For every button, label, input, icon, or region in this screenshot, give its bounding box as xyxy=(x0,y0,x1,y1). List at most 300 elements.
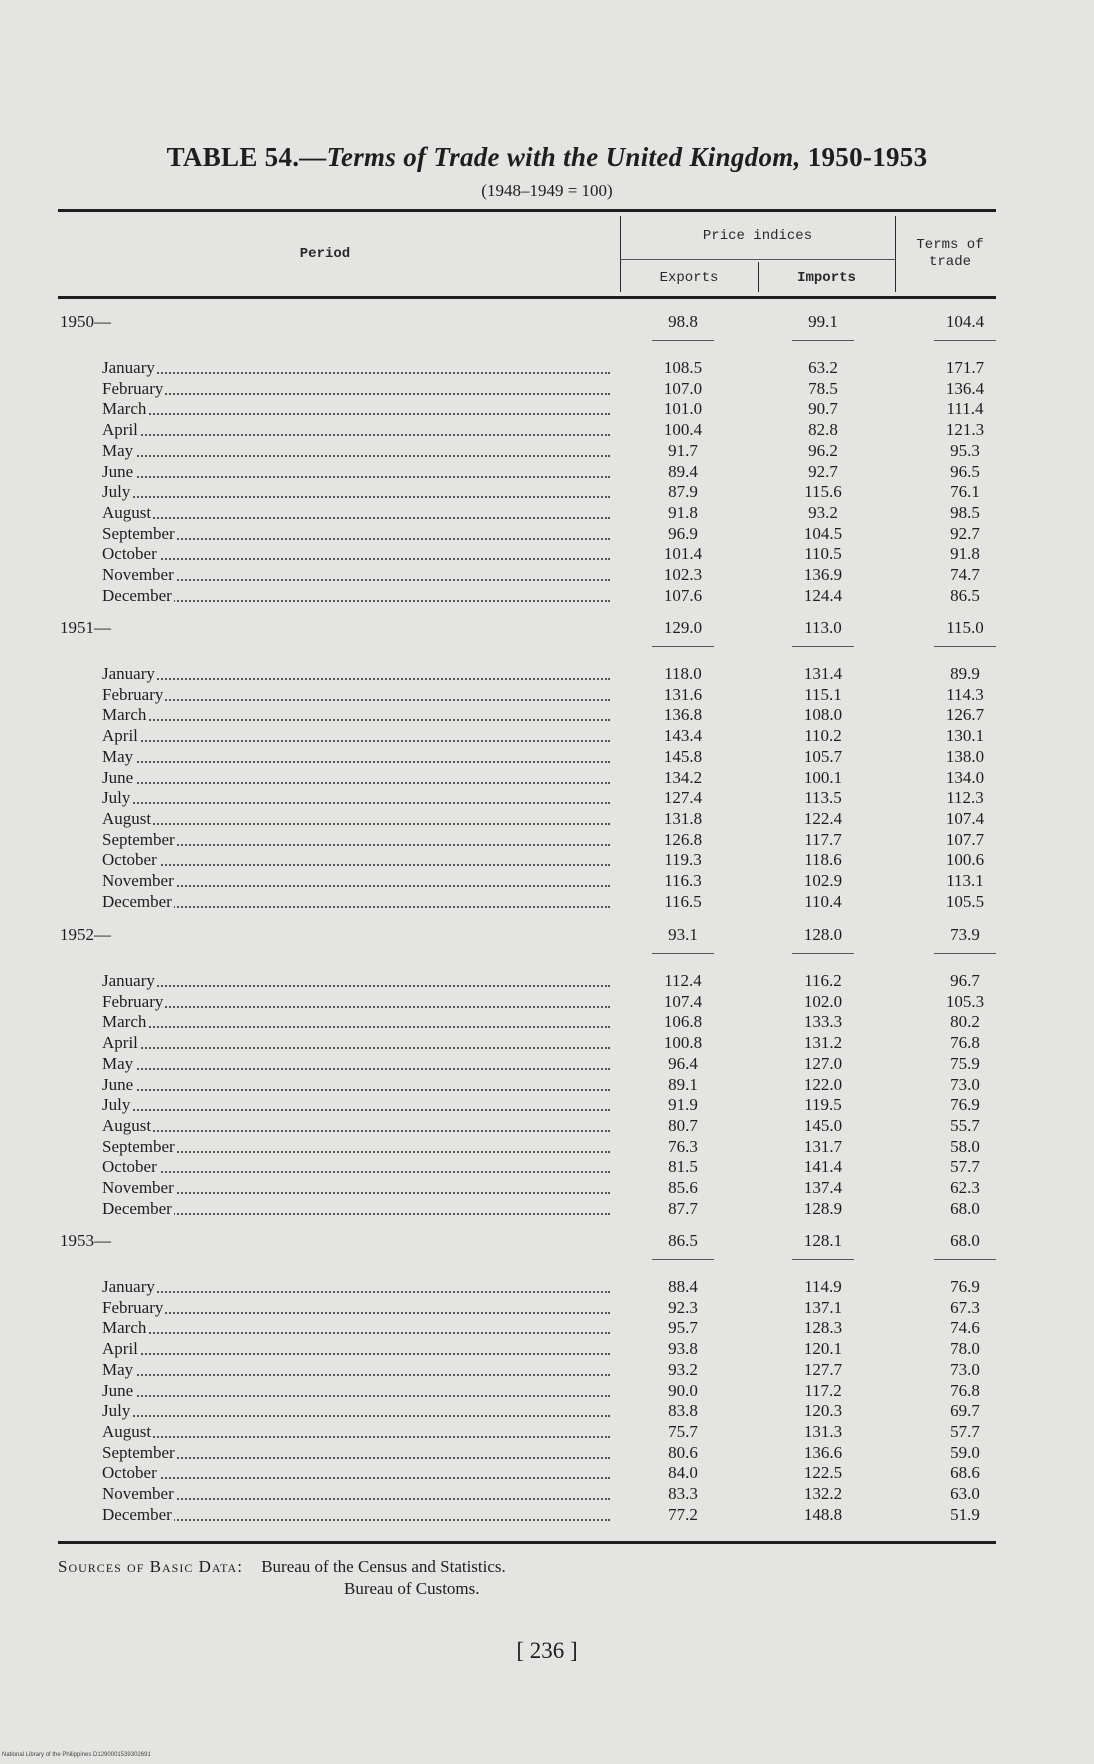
imports-value: 131.7 xyxy=(803,1136,843,1156)
dot-leader xyxy=(102,413,610,415)
table-row xyxy=(102,850,610,870)
dot-leader xyxy=(102,699,610,701)
exports-value: 88.4 xyxy=(668,1277,698,1296)
month-label: May xyxy=(102,1053,134,1073)
dot-leader xyxy=(102,579,610,581)
table-row xyxy=(102,1422,610,1442)
month-label: April xyxy=(102,1033,138,1053)
terms-value: 98.5 xyxy=(950,502,980,522)
title-years: 1950-1953 xyxy=(807,142,928,172)
terms-value: 113.1 xyxy=(946,871,984,890)
month-label: November xyxy=(102,1178,174,1197)
imports-value: 136.9 xyxy=(803,565,843,584)
imports-value: 78.5 xyxy=(808,378,838,398)
exports-value: 107.6 xyxy=(663,585,703,605)
month-label: August xyxy=(102,1421,152,1441)
exports-value: 102.3 xyxy=(663,565,703,584)
year-label: 1951— xyxy=(60,618,111,637)
month-label: December xyxy=(102,1198,172,1218)
exports-value: 77.2 xyxy=(668,1504,698,1524)
dot-leader xyxy=(102,885,610,887)
terms-value: 63.0 xyxy=(950,1484,980,1503)
dot-leader xyxy=(102,1151,610,1153)
table-row xyxy=(102,992,610,1012)
imports-value: 100.1 xyxy=(803,767,843,787)
sources-note xyxy=(58,1557,506,1598)
header-terms-line2: trade xyxy=(928,254,971,270)
month-label: August xyxy=(102,502,152,522)
imports-value: 116.2 xyxy=(804,971,842,990)
month-label: November xyxy=(102,565,174,584)
dot-leader xyxy=(102,393,610,395)
annual-underline xyxy=(792,646,854,647)
month-label: August xyxy=(102,808,152,828)
exports-value: 96.9 xyxy=(668,523,698,543)
imports-value: 63.2 xyxy=(808,358,838,377)
month-label: January xyxy=(102,358,155,377)
exports-value: 100.4 xyxy=(663,420,703,440)
dot-leader xyxy=(102,600,610,602)
imports-value: 128.9 xyxy=(803,1198,843,1218)
imports-value: 131.4 xyxy=(803,664,843,683)
terms-value: 114.3 xyxy=(946,684,984,704)
table-title xyxy=(0,142,1094,173)
exports-value: 143.4 xyxy=(663,726,703,746)
month-label: June xyxy=(102,767,134,787)
month-label: April xyxy=(102,420,138,440)
month-label: November xyxy=(102,871,174,890)
table-row xyxy=(102,1137,610,1157)
year-label: 1953— xyxy=(60,1231,111,1250)
exports-value: 87.9 xyxy=(668,482,698,502)
imports-value: 90.7 xyxy=(808,399,838,419)
dot-leader xyxy=(102,496,610,498)
table-row xyxy=(102,462,610,482)
exports-value: 91.7 xyxy=(668,440,698,460)
month-label: June xyxy=(102,1380,134,1400)
terms-value: 105.5 xyxy=(945,891,985,911)
year-label: 1952— xyxy=(60,925,111,944)
annual-imports-value: 128.1 xyxy=(803,1231,843,1250)
imports-value: 119.5 xyxy=(804,1095,842,1115)
dot-leader xyxy=(102,455,610,457)
exports-value: 93.8 xyxy=(668,1339,698,1359)
imports-value: 127.0 xyxy=(803,1053,843,1073)
terms-value: 68.0 xyxy=(950,1198,980,1218)
terms-value: 138.0 xyxy=(945,746,985,766)
exports-value: 91.9 xyxy=(668,1095,698,1115)
exports-value: 87.7 xyxy=(668,1198,698,1218)
exports-value: 127.4 xyxy=(663,788,703,808)
month-label: May xyxy=(102,440,134,460)
dot-leader xyxy=(102,1068,610,1070)
table-row xyxy=(102,544,610,564)
terms-value: 91.8 xyxy=(950,544,980,564)
month-label: May xyxy=(102,1359,134,1379)
terms-value: 69.7 xyxy=(950,1401,980,1421)
month-label: October xyxy=(102,1463,157,1483)
annual-underline xyxy=(792,953,854,954)
exports-value: 85.6 xyxy=(668,1178,698,1197)
terms-value: 171.7 xyxy=(945,358,985,377)
table-row xyxy=(102,1277,610,1297)
exports-value: 83.8 xyxy=(668,1401,698,1421)
header-exports: Exports xyxy=(659,270,719,286)
table-row xyxy=(102,705,610,725)
exports-value: 76.3 xyxy=(668,1136,698,1156)
table-row xyxy=(102,809,610,829)
month-label: February xyxy=(102,378,164,398)
terms-value: 96.7 xyxy=(950,971,980,990)
month-label: September xyxy=(102,1136,175,1156)
annual-underline xyxy=(792,1259,854,1260)
month-label: August xyxy=(102,1115,152,1135)
terms-value: 58.0 xyxy=(950,1136,980,1156)
imports-value: 133.3 xyxy=(803,1012,843,1032)
terms-value: 51.9 xyxy=(950,1504,980,1524)
imports-value: 145.0 xyxy=(803,1115,843,1135)
month-label: July xyxy=(102,1401,131,1421)
terms-value: 76.9 xyxy=(950,1095,980,1115)
imports-value: 92.7 xyxy=(808,461,838,481)
dot-leader xyxy=(102,1395,610,1397)
month-label: November xyxy=(102,1484,174,1503)
imports-value: 82.8 xyxy=(808,420,838,440)
imports-value: 117.2 xyxy=(804,1380,842,1400)
imports-value: 132.2 xyxy=(803,1484,843,1503)
annual-underline xyxy=(934,953,996,954)
dot-leader xyxy=(102,434,610,436)
sources-label: Sources of Basic Data: xyxy=(58,1557,243,1576)
exports-value: 116.3 xyxy=(664,871,702,890)
month-label: October xyxy=(102,850,157,870)
exports-value: 131.6 xyxy=(663,684,703,704)
imports-value: 136.6 xyxy=(803,1442,843,1462)
month-label: December xyxy=(102,1504,172,1524)
exports-value: 80.6 xyxy=(668,1442,698,1462)
imports-value: 141.4 xyxy=(803,1157,843,1177)
imports-value: 122.4 xyxy=(803,808,843,828)
month-label: September xyxy=(102,829,175,849)
month-label: October xyxy=(102,544,157,564)
table-row xyxy=(102,1054,610,1074)
table-number: TABLE 54. xyxy=(166,142,300,172)
dot-leader xyxy=(102,844,610,846)
table-row xyxy=(102,971,610,991)
annual-underline xyxy=(934,646,996,647)
exports-value: 119.3 xyxy=(664,850,702,870)
terms-value: 68.6 xyxy=(950,1463,980,1483)
terms-value: 96.5 xyxy=(950,461,980,481)
table-row xyxy=(102,441,610,461)
exports-value: 108.5 xyxy=(663,358,703,377)
dot-leader xyxy=(102,1332,610,1334)
month-label: May xyxy=(102,746,134,766)
month-label: February xyxy=(102,684,164,704)
annual-underline xyxy=(652,953,714,954)
table-row xyxy=(102,1381,610,1401)
table-row xyxy=(102,586,610,606)
annual-imports-value: 128.0 xyxy=(803,925,843,944)
table-base-note: (1948–1949 = 100) xyxy=(481,181,613,200)
dot-leader xyxy=(102,538,610,540)
table-row xyxy=(102,726,610,746)
month-label: October xyxy=(102,1157,157,1177)
exports-value: 145.8 xyxy=(663,746,703,766)
terms-value: 80.2 xyxy=(950,1012,980,1032)
month-label: July xyxy=(102,788,131,808)
table-row xyxy=(102,1298,610,1318)
dot-leader xyxy=(102,782,610,784)
imports-value: 102.0 xyxy=(803,991,843,1011)
month-label: January xyxy=(102,971,155,990)
dot-leader xyxy=(102,740,610,742)
terms-value: 62.3 xyxy=(950,1178,980,1197)
exports-value: 83.3 xyxy=(668,1484,698,1503)
dot-leader xyxy=(102,802,610,804)
terms-value: 112.3 xyxy=(946,788,984,808)
dot-leader xyxy=(102,1291,610,1293)
terms-value: 57.7 xyxy=(950,1421,980,1441)
terms-value: 57.7 xyxy=(950,1157,980,1177)
month-label: March xyxy=(102,399,147,419)
terms-value: 89.9 xyxy=(950,664,980,683)
imports-value: 114.9 xyxy=(804,1277,842,1296)
imports-value: 122.5 xyxy=(803,1463,843,1483)
month-label: March xyxy=(102,1012,147,1032)
imports-value: 148.8 xyxy=(803,1504,843,1524)
terms-value: 107.7 xyxy=(945,829,985,849)
table-row xyxy=(102,871,610,891)
imports-value: 102.9 xyxy=(803,871,843,890)
imports-value: 110.2 xyxy=(804,726,842,746)
header-imports: Imports xyxy=(797,270,856,286)
imports-value: 115.6 xyxy=(804,482,842,502)
imports-value: 113.5 xyxy=(804,788,842,808)
annual-underline xyxy=(934,1259,996,1260)
terms-value: 73.0 xyxy=(950,1359,980,1379)
annual-exports-value: 129.0 xyxy=(663,618,703,637)
terms-value: 78.0 xyxy=(950,1339,980,1359)
exports-value: 92.3 xyxy=(668,1297,698,1317)
annual-underline xyxy=(652,340,714,341)
dot-leader xyxy=(102,1089,610,1091)
table-row xyxy=(102,482,610,502)
imports-value: 104.5 xyxy=(803,523,843,543)
exports-value: 106.8 xyxy=(663,1012,703,1032)
exports-value: 81.5 xyxy=(668,1157,698,1177)
exports-value: 116.5 xyxy=(664,891,702,911)
table-row xyxy=(102,1505,610,1525)
price-indices-underline xyxy=(620,259,895,260)
dot-leader xyxy=(102,1026,610,1028)
dot-leader xyxy=(102,1457,610,1459)
terms-value: 107.4 xyxy=(945,808,985,828)
dot-leader xyxy=(102,864,610,866)
terms-value: 76.8 xyxy=(950,1033,980,1053)
exports-value: 134.2 xyxy=(663,767,703,787)
table-row xyxy=(102,524,610,544)
month-label: December xyxy=(102,891,172,911)
table-row xyxy=(102,1157,610,1177)
header-price-indices: Price indices xyxy=(702,228,813,244)
header-terms-line1: Terms of xyxy=(916,237,984,253)
terms-value: 100.6 xyxy=(945,850,985,870)
annual-terms-value: 104.4 xyxy=(945,312,985,331)
title-dash: — xyxy=(299,142,327,172)
month-label: January xyxy=(102,1277,155,1296)
annual-terms-value: 68.0 xyxy=(950,1231,980,1250)
month-label: June xyxy=(102,461,134,481)
dot-leader xyxy=(102,1436,610,1438)
annual-underline xyxy=(652,646,714,647)
dot-leader xyxy=(102,476,610,478)
annual-exports-value: 86.5 xyxy=(668,1231,698,1250)
dot-leader xyxy=(102,719,610,721)
imports-value: 115.1 xyxy=(804,684,842,704)
table-row xyxy=(102,1443,610,1463)
terms-value: 95.3 xyxy=(950,440,980,460)
table-row xyxy=(102,1116,610,1136)
month-label: July xyxy=(102,1095,131,1115)
exports-value: 91.8 xyxy=(668,502,698,522)
exports-value: 107.0 xyxy=(663,378,703,398)
terms-value: 75.9 xyxy=(950,1053,980,1073)
table-row xyxy=(102,420,610,440)
header-bottom-rule xyxy=(58,296,996,299)
terms-value: 105.3 xyxy=(945,991,985,1011)
terms-value: 59.0 xyxy=(950,1442,980,1462)
imports-value: 128.3 xyxy=(803,1318,843,1338)
month-label: July xyxy=(102,482,131,502)
exports-value: 84.0 xyxy=(668,1463,698,1483)
dot-leader xyxy=(102,558,610,560)
month-label: April xyxy=(102,726,138,746)
header-period: Period xyxy=(299,246,351,262)
month-label: February xyxy=(102,991,164,1011)
terms-value: 76.8 xyxy=(950,1380,980,1400)
dot-leader xyxy=(102,1192,610,1194)
imports-value: 105.7 xyxy=(803,746,843,766)
annual-exports-value: 98.8 xyxy=(668,312,698,331)
annual-exports-value: 93.1 xyxy=(668,925,698,944)
exports-value: 96.4 xyxy=(668,1053,698,1073)
imports-value: 108.0 xyxy=(803,705,843,725)
dot-leader xyxy=(102,1519,610,1521)
exports-value: 131.8 xyxy=(663,808,703,828)
terms-value: 74.6 xyxy=(950,1318,980,1338)
month-label: September xyxy=(102,523,175,543)
dot-leader xyxy=(102,1498,610,1500)
dot-leader xyxy=(102,761,610,763)
table-row xyxy=(102,747,610,767)
terms-value: 76.9 xyxy=(950,1277,980,1296)
imports-value: 120.1 xyxy=(803,1339,843,1359)
exports-value: 101.4 xyxy=(663,544,703,564)
terms-value: 121.3 xyxy=(945,420,985,440)
terms-value: 134.0 xyxy=(945,767,985,787)
table-row xyxy=(102,1178,610,1198)
imports-value: 137.4 xyxy=(803,1178,843,1197)
dot-leader xyxy=(102,985,610,987)
annual-terms-value: 115.0 xyxy=(946,618,984,637)
dot-leader xyxy=(102,906,610,908)
month-label: March xyxy=(102,1318,147,1338)
dot-leader xyxy=(102,1353,610,1355)
dot-leader xyxy=(102,678,610,680)
exports-value: 107.4 xyxy=(663,991,703,1011)
table-row xyxy=(102,379,610,399)
month-label: February xyxy=(102,1297,164,1317)
table-row xyxy=(102,1033,610,1053)
terms-value: 73.0 xyxy=(950,1074,980,1094)
exports-value: 90.0 xyxy=(668,1380,698,1400)
imports-value: 110.4 xyxy=(804,891,842,911)
dot-leader xyxy=(102,372,610,374)
exports-value: 112.4 xyxy=(664,971,702,990)
table-row xyxy=(102,685,610,705)
terms-value: 92.7 xyxy=(950,523,980,543)
dot-leader xyxy=(102,1171,610,1173)
table-row xyxy=(102,892,610,912)
imports-value: 122.0 xyxy=(803,1074,843,1094)
bottom-rule xyxy=(58,1541,996,1544)
annual-imports-value: 113.0 xyxy=(804,618,842,637)
table-row xyxy=(102,664,610,684)
imports-value: 131.3 xyxy=(803,1421,843,1441)
dot-leader xyxy=(102,517,610,519)
dot-leader xyxy=(102,1109,610,1111)
table-row xyxy=(102,1199,610,1219)
table-row xyxy=(102,1012,610,1032)
exports-value: 95.7 xyxy=(668,1318,698,1338)
annual-underline xyxy=(934,340,996,341)
terms-value: 74.7 xyxy=(950,565,980,584)
table-row xyxy=(102,358,610,378)
exports-value: 126.8 xyxy=(663,829,703,849)
month-label: June xyxy=(102,1074,134,1094)
table-row xyxy=(102,1318,610,1338)
annual-imports-value: 99.1 xyxy=(808,312,838,331)
page-number: [ 236 ] xyxy=(516,1638,578,1663)
exports-value: 101.0 xyxy=(663,399,703,419)
terms-value: 126.7 xyxy=(945,705,985,725)
table-row xyxy=(102,1484,610,1504)
table-row xyxy=(102,1339,610,1359)
table-row xyxy=(102,565,610,585)
table-row xyxy=(102,399,610,419)
exports-value: 89.4 xyxy=(668,461,698,481)
dot-leader xyxy=(102,1312,610,1314)
month-label: March xyxy=(102,705,147,725)
imports-value: 110.5 xyxy=(804,544,842,564)
table-row xyxy=(102,1463,610,1483)
terms-value: 136.4 xyxy=(945,378,985,398)
dot-leader xyxy=(102,1047,610,1049)
year-label: 1950— xyxy=(60,312,111,331)
terms-value: 55.7 xyxy=(950,1115,980,1135)
exports-value: 100.8 xyxy=(663,1033,703,1053)
dot-leader xyxy=(102,1130,610,1132)
imports-value: 127.7 xyxy=(803,1359,843,1379)
imports-value: 96.2 xyxy=(808,440,838,460)
sources-line-2: Bureau of Customs. xyxy=(344,1579,480,1598)
sources-line-1: Bureau of the Census and Statistics. xyxy=(261,1557,506,1576)
imports-value: 124.4 xyxy=(803,585,843,605)
month-label: April xyxy=(102,1339,138,1359)
exports-value: 80.7 xyxy=(668,1115,698,1135)
dot-leader xyxy=(102,823,610,825)
